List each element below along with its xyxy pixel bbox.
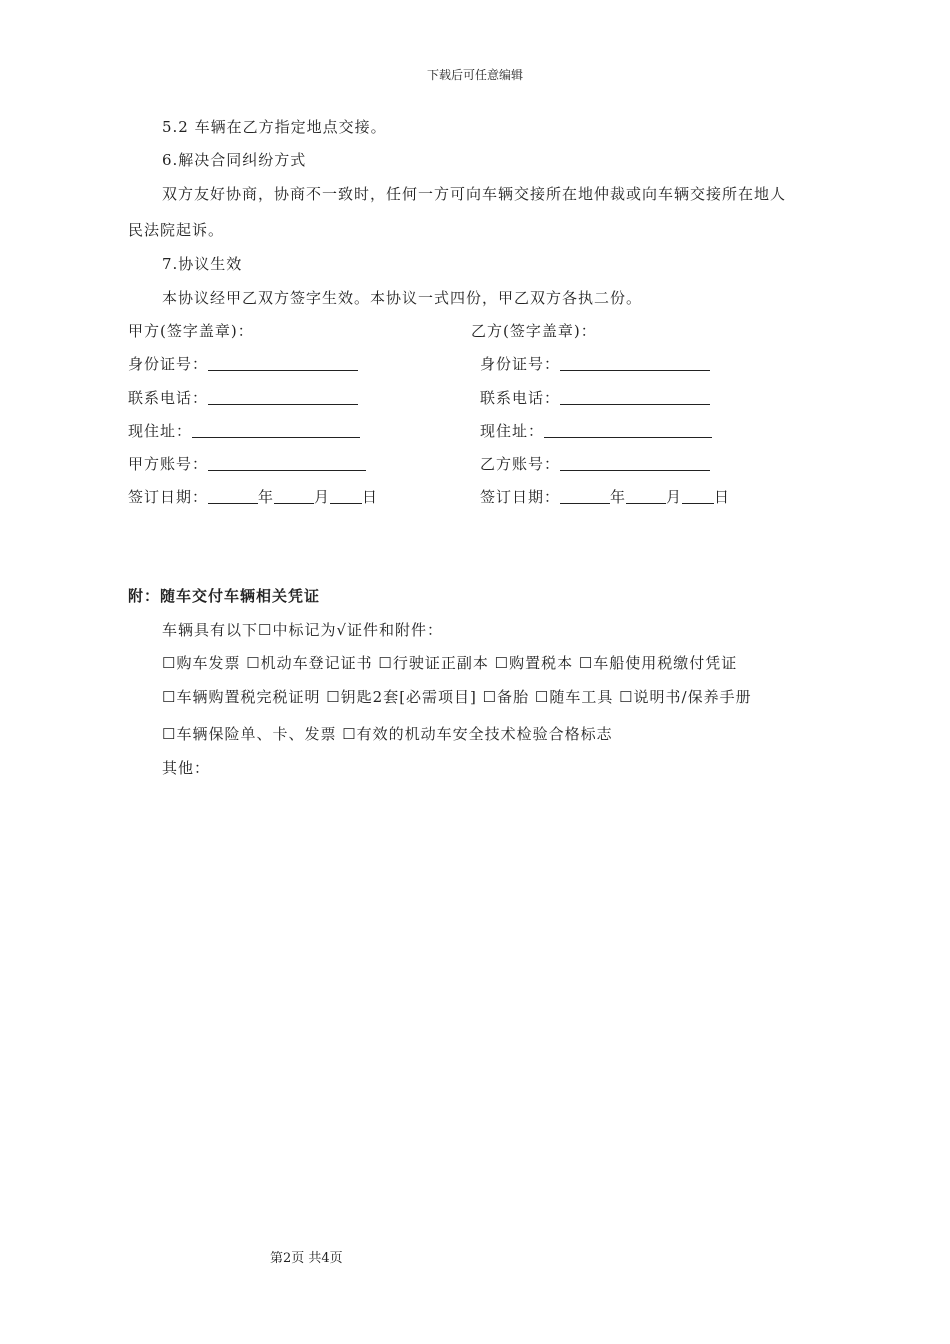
party-a-day-blank[interactable]	[330, 488, 362, 504]
party-a-account-blank[interactable]	[208, 455, 366, 471]
party-b-year-label: 年	[610, 488, 627, 506]
attachment-row-1: ☐购车发票 ☐机动车登记证书 ☐行驶证正副本 ☐购置税本 ☐车船使用税缴付凭证	[162, 654, 738, 672]
attachment-intro: 车辆具有以下☐中标记为√证件和附件：	[162, 621, 444, 639]
party-b-date-label: 签订日期：	[480, 488, 561, 506]
party-b-id-row	[480, 353, 710, 374]
party-a-month-blank[interactable]	[274, 488, 314, 504]
attachment-row-2: ☐车辆购置税完税证明 ☐钥匙2套[必需项目] ☐备胎 ☐随车工具 ☐说明书/保养手册	[162, 688, 752, 706]
attachment-row-3: ☐车辆保险单、卡、发票 ☐有效的机动车安全技术检验合格标志	[162, 725, 613, 743]
section-6-title: 6.解决合同纠纷方式	[162, 151, 307, 169]
party-b-date-row	[480, 486, 730, 507]
party-a-year-blank[interactable]	[208, 488, 258, 504]
party-b-month-label: 月	[666, 488, 683, 506]
party-b-id-blank[interactable]	[560, 355, 710, 371]
attachment-title: 附：随车交付车辆相关凭证	[128, 587, 321, 605]
section-7-title: 7.协议生效	[162, 255, 243, 273]
clause-5-2: 5.2 车辆在乙方指定地点交接。	[162, 118, 387, 136]
party-a-id-row	[128, 353, 358, 374]
section-7-body: 本协议经甲乙双方签字生效。本协议一式四份，甲乙双方各执二份。	[162, 289, 643, 307]
party-b-phone-blank[interactable]	[560, 389, 710, 405]
party-a-address-row	[128, 420, 360, 441]
party-b-account-row	[480, 453, 710, 474]
party-b-month-blank[interactable]	[626, 488, 666, 504]
attachment-other: 其他：	[162, 759, 211, 777]
party-a-id-blank[interactable]	[208, 355, 358, 371]
page-header: 下载后可任意编辑	[426, 68, 523, 82]
party-a-month-label: 月	[314, 488, 331, 506]
party-b-account-blank[interactable]	[560, 455, 710, 471]
party-b-address-label: 现住址：	[480, 422, 545, 440]
party-b-account-label: 乙方账号：	[480, 455, 561, 473]
party-a-phone-row	[128, 387, 358, 408]
party-a-id-label: 身份证号：	[128, 355, 209, 373]
party-a-phone-blank[interactable]	[208, 389, 358, 405]
party-b-address-blank[interactable]	[544, 422, 712, 438]
party-a-year-label: 年	[258, 488, 275, 506]
party-a-account-row	[128, 453, 366, 474]
party-a-sign-label: 甲方(签字盖章)：	[128, 322, 254, 340]
party-b-sign-label: 乙方(签字盖章)：	[471, 322, 597, 340]
party-b-phone-row	[480, 387, 710, 408]
party-b-year-blank[interactable]	[560, 488, 610, 504]
party-a-day-label: 日	[362, 488, 379, 506]
party-a-date-label: 签订日期：	[128, 488, 209, 506]
party-a-address-label: 现住址：	[128, 422, 193, 440]
party-b-id-label: 身份证号：	[480, 355, 561, 373]
party-b-address-row	[480, 420, 712, 441]
party-a-address-blank[interactable]	[192, 422, 360, 438]
party-b-day-blank[interactable]	[682, 488, 714, 504]
party-a-phone-label: 联系电话：	[128, 389, 209, 407]
section-6-body-line1: 双方友好协商，协商不一致时，任何一方可向车辆交接所在地仲裁或向车辆交接所在地人	[162, 185, 787, 203]
section-6-body-line2: 民法院起诉。	[128, 221, 225, 239]
party-a-date-row	[128, 486, 378, 507]
party-b-day-label: 日	[714, 488, 731, 506]
party-a-account-label: 甲方账号：	[128, 455, 209, 473]
party-b-phone-label: 联系电话：	[480, 389, 561, 407]
page-footer: 第2页 共4页	[270, 1251, 343, 1266]
